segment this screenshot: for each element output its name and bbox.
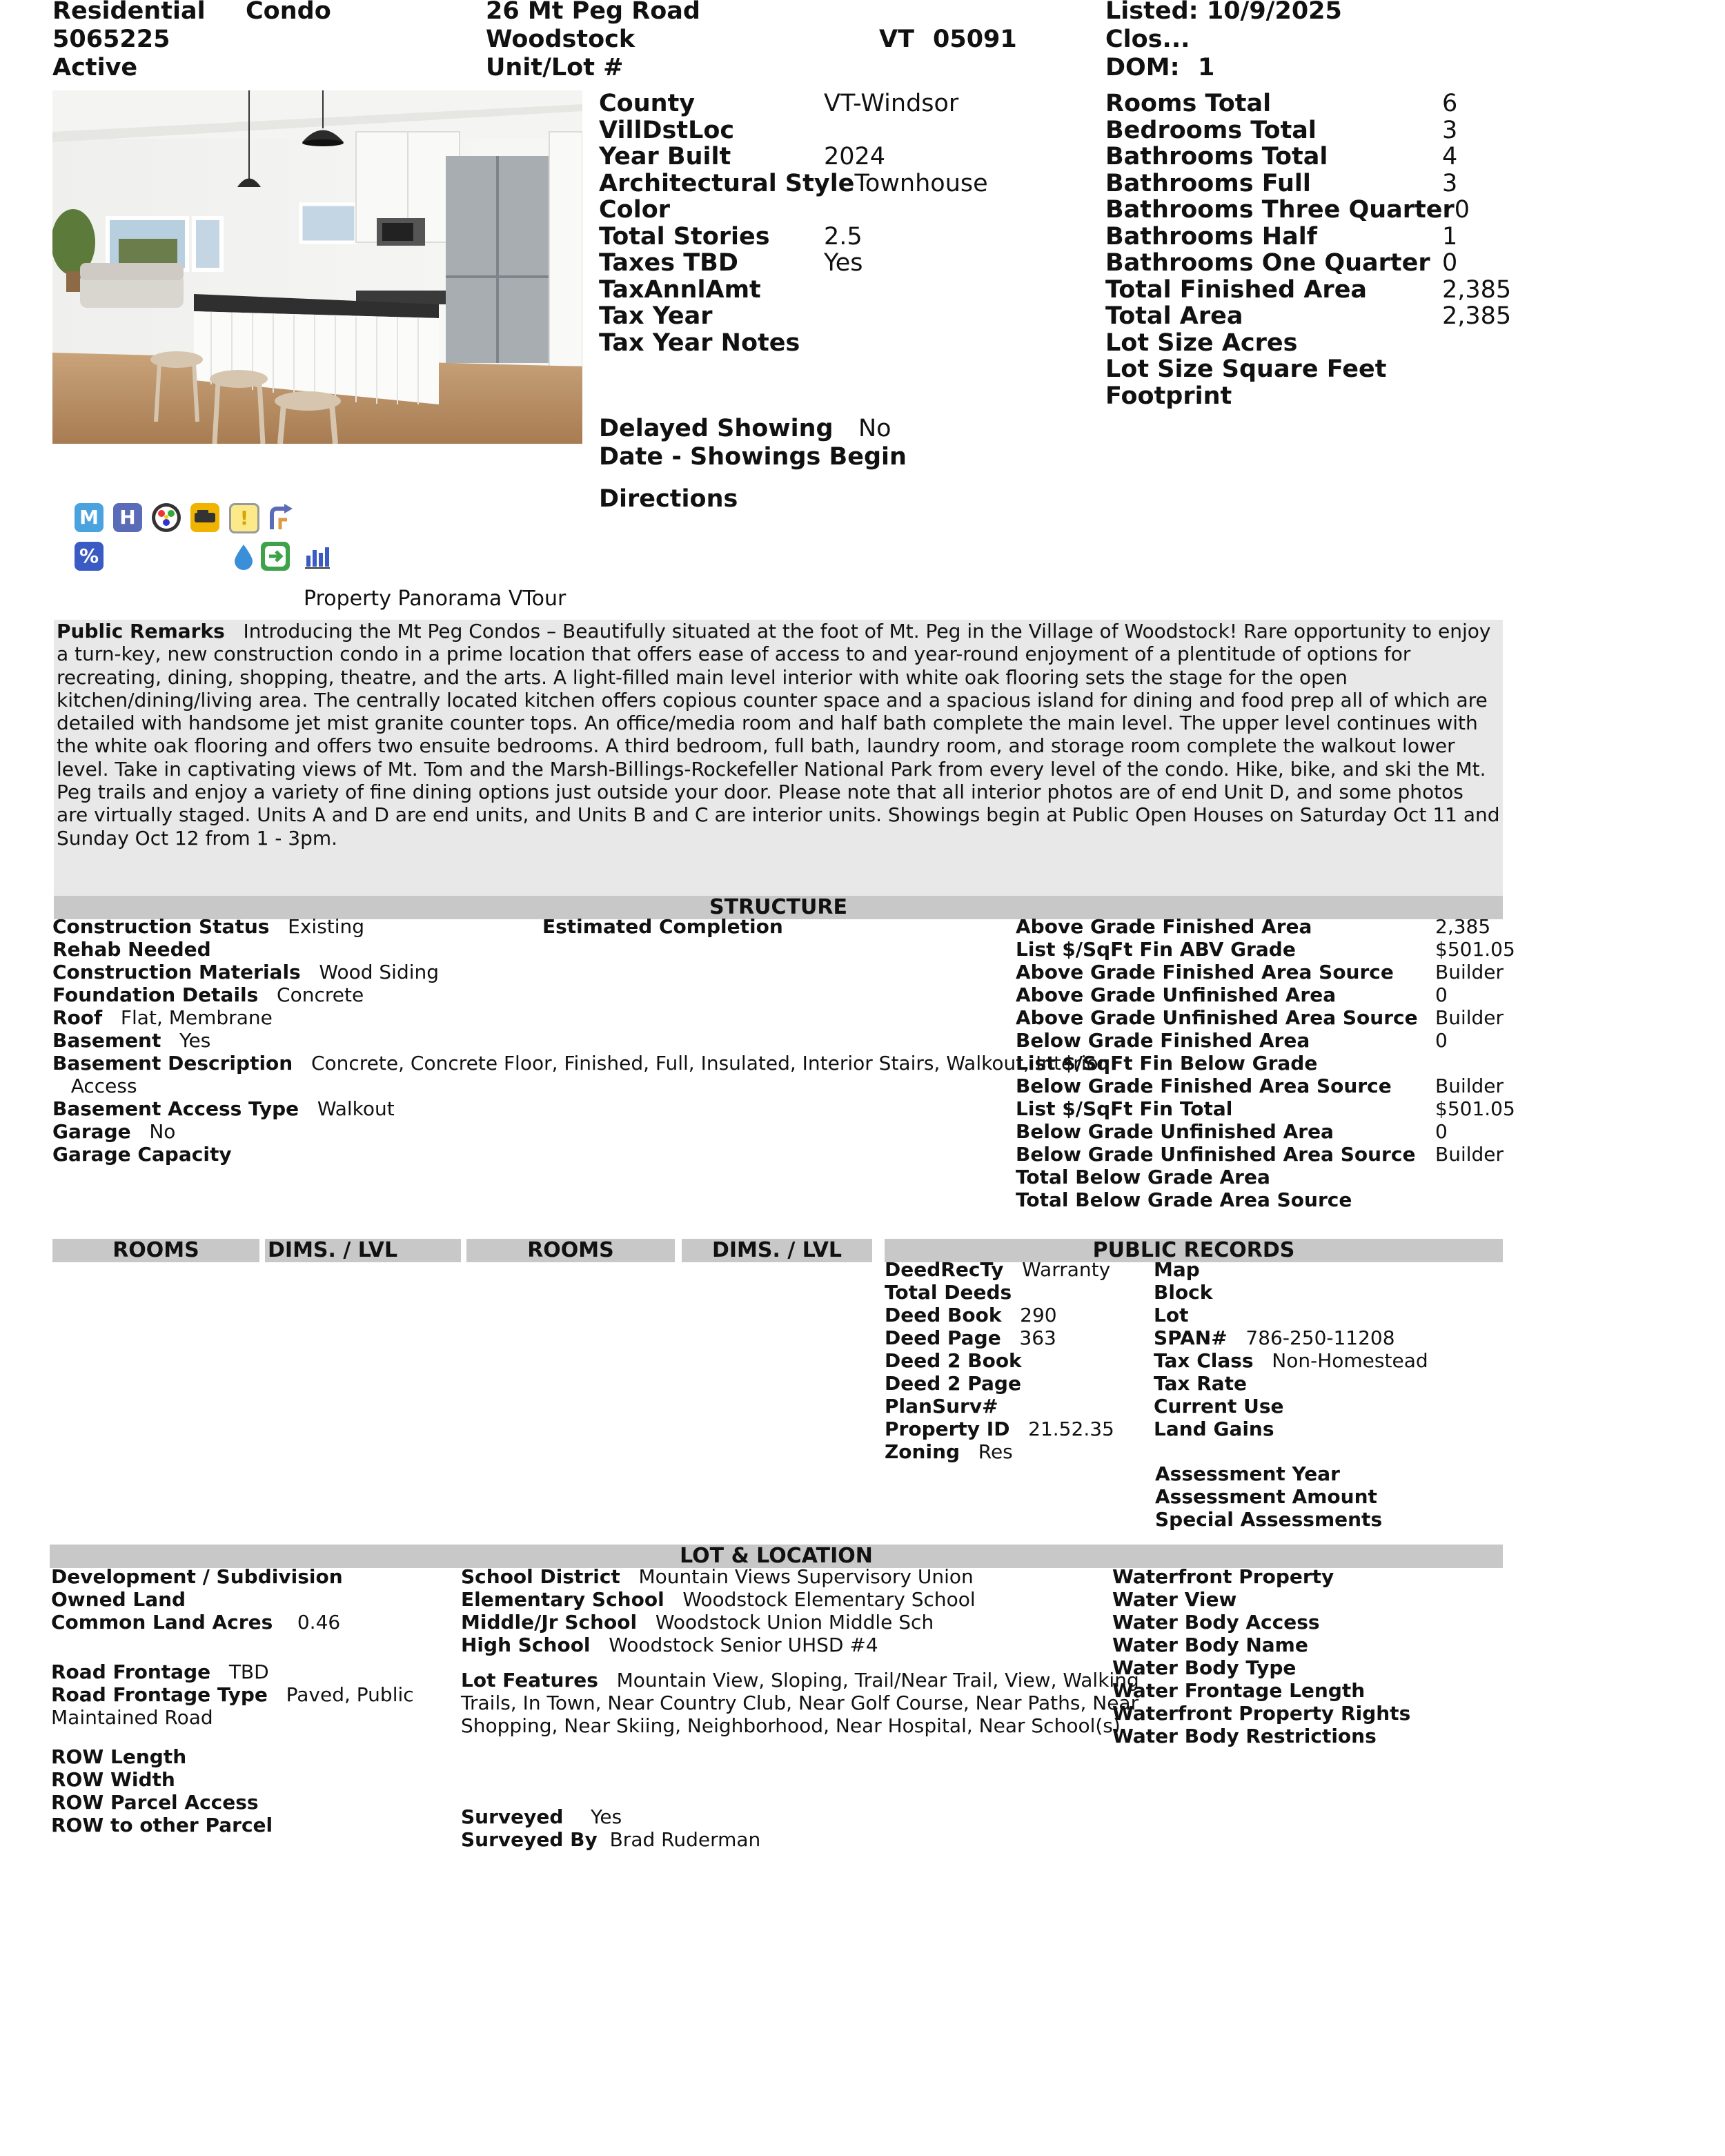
surveyed (461, 1805, 760, 1851)
general-value: 2024 (824, 143, 886, 170)
general-row (599, 224, 988, 251)
general-row (599, 117, 988, 144)
water-item: Waterfront Property (1112, 1565, 1334, 1588)
general-label: Total Stories (599, 222, 770, 251)
rooms-summary-value: 4 (1442, 143, 1458, 170)
water-item: Water Frontage Length (1112, 1679, 1366, 1702)
row-width-label: ROW Width (51, 1768, 175, 1791)
general-row (599, 303, 988, 330)
general-row (599, 277, 988, 304)
structure-left-value: Concrete (277, 983, 364, 1006)
closed-date: Clos... (1105, 26, 1190, 53)
general-value: Townhouse (854, 169, 988, 197)
rooms-summary-list (1105, 90, 1511, 409)
structure-left-value: Concrete, Concrete Floor, Finished, Full, Insulated, Interior Stairs, Walkout, Interior (310, 1052, 1107, 1075)
structure-left-row (52, 938, 1106, 961)
structure-right-label: Below Grade Unfinished Area (1016, 1120, 1334, 1143)
pr-left-value: 290 (1020, 1304, 1057, 1326)
structure-left-label: Roof (52, 1006, 103, 1029)
rooms-summary-value: 0 (1454, 196, 1470, 224)
schools-row (461, 1565, 976, 1588)
unit-lot-label: Unit/Lot # (486, 54, 624, 81)
general-label: Tax Year Notes (599, 329, 800, 357)
rooms-summary-row (1105, 383, 1511, 410)
schools-value: Woodstock Elementary School (682, 1588, 976, 1611)
pr-left-row (885, 1326, 1114, 1349)
structure-left-label: Basement Access Type (52, 1097, 299, 1120)
pr-right-row (1154, 1418, 1428, 1440)
rooms-summary-row (1105, 303, 1511, 330)
rooms-summary-label: Bathrooms One Quarter (1105, 249, 1430, 277)
surveyed-by-value: Brad Ruderman (609, 1828, 761, 1851)
public-records-header: PUBLIC RECORDS (885, 1239, 1503, 1262)
structure-right-row (1016, 1143, 1515, 1166)
structure-right-row (1016, 915, 1515, 938)
pr-left-label: Property ID (885, 1418, 1010, 1440)
pr-right-label: Lot (1154, 1304, 1189, 1326)
general-row (599, 330, 988, 357)
rooms-summary-label: Bathrooms Total (1105, 143, 1328, 170)
structure-left-value: Flat, Membrane (120, 1006, 273, 1029)
general-row (599, 144, 988, 170)
schools-label: School District (461, 1565, 620, 1588)
rooms-summary-value: 1 (1442, 222, 1458, 251)
pr-left-row (885, 1372, 1114, 1395)
structure-left-value: Access (70, 1075, 137, 1097)
rooms-summary-value: 3 (1442, 116, 1458, 144)
pr-assess-label: Assessment Amount (1155, 1485, 1377, 1508)
general-label: Tax Year (599, 302, 713, 330)
lot-features-label: Lot Features (461, 1669, 598, 1692)
pr-right-label: Current Use (1154, 1395, 1284, 1418)
general-label: VillDstLoc (599, 116, 735, 144)
road-frontage-type-cont: Maintained Road (51, 1706, 213, 1729)
schools-row (461, 1634, 976, 1656)
pr-left-label: Total Deeds (885, 1281, 1012, 1304)
pr-right-label: Block (1154, 1281, 1213, 1304)
structure-right-row (1016, 1120, 1515, 1143)
structure-right-value: $501.05 (1435, 1097, 1515, 1120)
structure-right-label: List $/SqFt Fin Below Grade (1016, 1052, 1318, 1075)
pr-right-row (1154, 1304, 1428, 1326)
kitchen-photo-image (52, 90, 582, 444)
structure-left-row (52, 1120, 1106, 1143)
structure-left-row (52, 1029, 1106, 1052)
rooms-summary-label: Bathrooms Three Quarter (1105, 196, 1455, 224)
row-parcel-access-label: ROW Parcel Access (51, 1791, 259, 1814)
pr-left-row (885, 1418, 1114, 1440)
structure-right-label: Above Grade Finished Area Source (1016, 961, 1394, 983)
structure-left-list (52, 915, 1106, 1166)
structure-right-value: Builder (1435, 961, 1504, 983)
general-row (599, 250, 988, 277)
pr-left-label: Deed Book (885, 1304, 1002, 1326)
general-value: VT-Windsor (824, 90, 959, 117)
surveyed-value: Yes (591, 1805, 622, 1828)
water-item: Water Body Type (1112, 1656, 1297, 1679)
pr-right-row (1154, 1281, 1428, 1304)
rooms-summary-label: Footprint (1105, 382, 1232, 410)
row-length-label: ROW Length (51, 1745, 187, 1768)
pr-right-label: SPAN# (1154, 1326, 1228, 1349)
structure-right-row (1016, 1052, 1515, 1075)
structure-left-row (52, 1097, 1106, 1120)
pr-left-label: Zoning (885, 1440, 960, 1463)
public-remarks (54, 620, 1503, 896)
structure-left-row (52, 961, 1106, 983)
listing-status: Active (52, 54, 138, 81)
structure-right-value: 0 (1435, 1120, 1448, 1143)
structure-left-label: Basement Description (52, 1052, 293, 1075)
public-remarks-label: Public Remarks (57, 620, 225, 643)
rooms-summary-value: 2,385 (1442, 275, 1512, 304)
mls-number: 5065225 (52, 26, 170, 53)
property-photo[interactable] (52, 90, 582, 444)
m-badge-icon[interactable]: M (75, 503, 103, 532)
structure-right-row (1016, 961, 1515, 983)
common-land-acres-label: Common Land Acres (51, 1611, 273, 1634)
structure-left-row (52, 1052, 1106, 1075)
general-row (599, 170, 988, 197)
rooms-summary-row (1105, 356, 1511, 383)
pr-right-label: Land Gains (1154, 1418, 1274, 1440)
structure-left-value: Existing (288, 915, 365, 938)
pr-left-label: Deed 2 Book (885, 1349, 1022, 1372)
pr-right-label: Tax Class (1154, 1349, 1254, 1372)
pr-left-label: Deed 2 Page (885, 1372, 1021, 1395)
pr-left-row (885, 1395, 1114, 1418)
water-item: Waterfront Property Rights (1112, 1702, 1411, 1725)
structure-right-row (1016, 1075, 1515, 1097)
general-label: County (599, 90, 696, 117)
pr-assess-row (1155, 1462, 1401, 1485)
pr-right-row (1154, 1372, 1428, 1395)
rooms-summary-label: Total Area (1105, 302, 1243, 330)
delayed-showing-label: Delayed Showing (599, 415, 834, 442)
pr-left-row (885, 1440, 1114, 1463)
pr-right-row (1154, 1395, 1428, 1418)
rooms-summary-row (1105, 170, 1511, 197)
structure-right-label: Above Grade Finished Area (1016, 915, 1312, 938)
public-remarks-text: Introducing the Mt Peg Condos – Beautifully situated at the foot of Mt. Peg in the Village of Woodstock! Rare opportunity to enjoy a turn-key, new construction condo in a prime location that offers ease of access to and year-round enjoyment of a plentitude of options for recreating, dining, shopping, theatre, and the arts. A light-filled main level interior with white oak flooring sets the stage for the open kitchen/dining/living area. The centrally located kitchen offers copious counter space and a spacious island for dining and food prep all of which are detailed with handsome jet mist granite counter tops. An office/media room and half bath complete the main level. The upper level continues with the white oak flooring and offers two ensuite bedrooms. A third bedroom, full bath, laundry room, and storage room complete the walkout lower level. Take in captivating views of Mt. Tom and the Marsh-Billings-Rockefeller National Park from every level of the condo. Hike, bike, and ski the Mt. Peg trails and enjoy a variety of fine dining options just outside your door. Please note that all interior photos are of end Unit D, and some photos are virtually staged. Units A and D are end units, and Units B and C are interior units. Showings begin at Public Open Houses on Saturday Oct 11 and Sunday Oct 12 from 1 - 3pm. (57, 620, 1500, 850)
surveyed-label: Surveyed (461, 1805, 564, 1828)
pr-left-label: PlanSurv# (885, 1395, 998, 1418)
water-drop-icon[interactable] (229, 542, 258, 571)
bar-chart-icon[interactable] (302, 542, 331, 571)
general-row (599, 197, 988, 224)
schools-list (461, 1565, 976, 1656)
structure-right-row (1016, 1029, 1515, 1052)
delayed-showing-value: No (858, 415, 891, 442)
rooms-summary-row (1105, 250, 1511, 277)
rooms-summary-row (1105, 224, 1511, 251)
rooms-header-1: ROOMS (52, 1239, 259, 1262)
pr-right-label: Map (1154, 1258, 1200, 1281)
general-label: Architectural Style (599, 169, 855, 197)
h-badge-icon[interactable]: H (113, 503, 142, 532)
property-type: Residential (52, 0, 206, 25)
rooms-summary-value: 3 (1442, 169, 1458, 197)
structure-right-label: List $/SqFt Fin ABV Grade (1016, 938, 1296, 961)
rooms-summary-label: Lot Size Square Feet (1105, 355, 1387, 383)
development-subdivision-label: Development / Subdivision (51, 1565, 343, 1588)
structure-right-label: Below Grade Finished Area Source (1016, 1075, 1392, 1097)
street-address: 26 Mt Peg Road (486, 0, 700, 25)
schools-label: High School (461, 1634, 591, 1656)
zip: 05091 (933, 26, 1017, 53)
structure-left-label: Garage (52, 1120, 131, 1143)
dims-header-2: DIMS. / LVL (682, 1239, 872, 1262)
enter-arrow-icon[interactable] (261, 542, 290, 571)
general-label: TaxAnnlAmt (599, 275, 761, 304)
rooms-summary-value: 6 (1442, 90, 1458, 117)
structure-right-row (1016, 1188, 1515, 1211)
pr-assess-row (1155, 1508, 1401, 1531)
pr-right-row (1154, 1326, 1428, 1349)
structure-left-label: Construction Materials (52, 961, 301, 983)
structure-left-row (52, 1006, 1106, 1029)
directions-arrow-icon[interactable] (265, 503, 294, 532)
lot-location-header: LOT & LOCATION (50, 1545, 1503, 1568)
structure-header: STRUCTURE (54, 896, 1503, 919)
schools-label: Middle/Jr School (461, 1611, 638, 1634)
listed-date: Listed: 10/9/2025 (1105, 0, 1342, 25)
schools-value: Mountain Views Supervisory Union (638, 1565, 974, 1588)
general-value: 2.5 (824, 222, 862, 251)
structure-left-value: Yes (179, 1029, 211, 1052)
rooms-summary-row (1105, 330, 1511, 357)
structure-right-row (1016, 1097, 1515, 1120)
pr-left-value: Res (978, 1440, 1013, 1463)
structure-right-row (1016, 938, 1515, 961)
showings-begin-label: Date - Showings Begin (599, 443, 907, 471)
general-row (599, 90, 988, 117)
pr-assess-row (1155, 1485, 1401, 1508)
general-label: Color (599, 196, 671, 224)
rooms-summary-row (1105, 277, 1511, 304)
lot-features-line-3: Shopping, Near Skiing, Neighborhood, Near Hospital, Near School(s) (461, 1714, 1121, 1737)
general-value: Yes (824, 249, 863, 277)
dims-header-1: DIMS. / LVL (265, 1239, 461, 1262)
rooms-summary-label: Bathrooms Half (1105, 222, 1317, 251)
water-item: Water Body Name (1112, 1634, 1308, 1656)
structure-left-row (52, 1075, 1106, 1097)
structure-left-value: No (149, 1120, 176, 1143)
pr-left-value: Warranty (1022, 1258, 1111, 1281)
row-other-parcel-label: ROW to other Parcel (51, 1814, 273, 1836)
pr-right-row (1154, 1258, 1428, 1281)
structure-right-value: $501.05 (1435, 938, 1515, 961)
structure-right-label: Below Grade Unfinished Area Source (1016, 1143, 1416, 1166)
water-item: Water Body Restrictions (1112, 1725, 1377, 1747)
road-frontage-label: Road Frontage (51, 1660, 211, 1683)
structure-left-label: Basement (52, 1029, 161, 1052)
general-label: Year Built (599, 143, 731, 170)
road-frontage-type-label: Road Frontage Type (51, 1683, 268, 1706)
structure-right-label: Above Grade Unfinished Area Source (1016, 1006, 1418, 1029)
dom-label: DOM: (1105, 54, 1180, 81)
structure-right-value: 2,385 (1435, 915, 1491, 938)
pr-left-row (885, 1281, 1114, 1304)
structure-right-row (1016, 1006, 1515, 1029)
city: Woodstock (486, 26, 635, 53)
owned-land-label: Owned Land (51, 1588, 186, 1611)
pr-right-row (1154, 1349, 1428, 1372)
lot-features-line-1: Mountain View, Sloping, Trail/Near Trail, View, Walking (616, 1669, 1139, 1692)
road-frontage-value: TBD (228, 1660, 269, 1683)
structure-left-value: Wood Siding (319, 961, 440, 983)
water-item: Water View (1112, 1588, 1237, 1611)
schools-value: Woodstock Senior UHSD #4 (609, 1634, 878, 1656)
pr-assess-label: Special Assessments (1155, 1508, 1383, 1531)
structure-right-label: Below Grade Finished Area (1016, 1029, 1310, 1052)
rooms-summary-row (1105, 90, 1511, 117)
lot-left-column (51, 1565, 414, 1836)
general-label: Taxes TBD (599, 249, 738, 277)
pr-left-value: 363 (1019, 1326, 1056, 1349)
structure-right-label: Total Below Grade Area Source (1016, 1188, 1352, 1211)
pr-left-row (885, 1258, 1114, 1281)
road-frontage-type-value: Paved, Public (286, 1683, 414, 1706)
rooms-summary-label: Bathrooms Full (1105, 169, 1311, 197)
structure-left-label: Garage Capacity (52, 1143, 232, 1166)
tour-car-icon[interactable] (190, 503, 219, 532)
common-land-acres-value: 0.46 (297, 1611, 341, 1634)
structure-right-value: 0 (1435, 983, 1448, 1006)
directions-label: Directions (599, 485, 738, 513)
schools-row (461, 1611, 976, 1634)
alert-icon[interactable]: ! (229, 503, 259, 533)
pr-left-label: DeedRecTy (885, 1258, 1004, 1281)
structure-left-row (52, 1143, 1106, 1166)
rooms-summary-label: Rooms Total (1105, 90, 1272, 117)
structure-left-label: Foundation Details (52, 983, 259, 1006)
public-records-left-list (885, 1258, 1114, 1463)
pr-right-value: Non-Homestead (1272, 1349, 1428, 1372)
pr-left-value: 21.52.35 (1028, 1418, 1114, 1440)
state: VT (879, 26, 914, 53)
structure-left-label: Construction Status (52, 915, 270, 938)
pr-right-value: 786-250-11208 (1245, 1326, 1395, 1349)
structure-right-row (1016, 1166, 1515, 1188)
water-list (1112, 1565, 1410, 1747)
structure-left-value: Walkout (317, 1097, 395, 1120)
estimated-completion-label: Estimated Completion (542, 915, 783, 938)
schools-label: Elementary School (461, 1588, 664, 1611)
structure-right-list (1016, 915, 1515, 1211)
structure-right-label: Above Grade Unfinished Area (1016, 983, 1337, 1006)
property-subtype: Condo (246, 0, 331, 25)
structure-right-value: 0 (1435, 1029, 1448, 1052)
surveyed-by-label: Surveyed By (461, 1828, 598, 1851)
color-wheel-icon[interactable] (152, 503, 181, 532)
rooms-summary-row (1105, 197, 1511, 224)
dom-value: 1 (1198, 54, 1215, 81)
rooms-header-2: ROOMS (466, 1239, 675, 1262)
structure-right-value: Builder (1435, 1143, 1504, 1166)
public-records-right-list (1154, 1258, 1428, 1440)
structure-right-label: List $/SqFt Fin Total (1016, 1097, 1233, 1120)
rooms-summary-label: Lot Size Acres (1105, 329, 1298, 357)
schools-value: Woodstock Union Middle Sch (655, 1611, 934, 1634)
lot-features (461, 1669, 1139, 1737)
rooms-summary-label: Bedrooms Total (1105, 116, 1317, 144)
structure-left-row (52, 983, 1106, 1006)
structure-right-row (1016, 983, 1515, 1006)
rooms-summary-value: 0 (1442, 249, 1458, 277)
percent-house-icon[interactable]: % (75, 542, 103, 571)
lot-features-line-2: Trails, In Town, Near Country Club, Near Golf Course, Near Paths, Near (461, 1692, 1139, 1714)
schools-row (461, 1588, 976, 1611)
water-item: Water Body Access (1112, 1611, 1320, 1634)
general-info-list (599, 90, 988, 356)
structure-left-label: Rehab Needed (52, 938, 211, 961)
rooms-summary-row (1105, 144, 1511, 170)
structure-right-label: Total Below Grade Area (1016, 1166, 1270, 1188)
rooms-summary-value: 2,385 (1442, 302, 1512, 330)
pr-left-row (885, 1349, 1114, 1372)
rooms-summary-row (1105, 117, 1511, 144)
structure-right-value: Builder (1435, 1075, 1504, 1097)
structure-right-value: Builder (1435, 1006, 1504, 1029)
pr-assess-label: Assessment Year (1155, 1462, 1340, 1485)
assessment-list (1155, 1462, 1401, 1531)
pr-right-label: Tax Rate (1154, 1372, 1248, 1395)
pr-left-row (885, 1304, 1114, 1326)
rooms-summary-label: Total Finished Area (1105, 275, 1368, 304)
pr-left-label: Deed Page (885, 1326, 1001, 1349)
panorama-vtour-link[interactable]: Property Panorama VTour (304, 587, 566, 611)
